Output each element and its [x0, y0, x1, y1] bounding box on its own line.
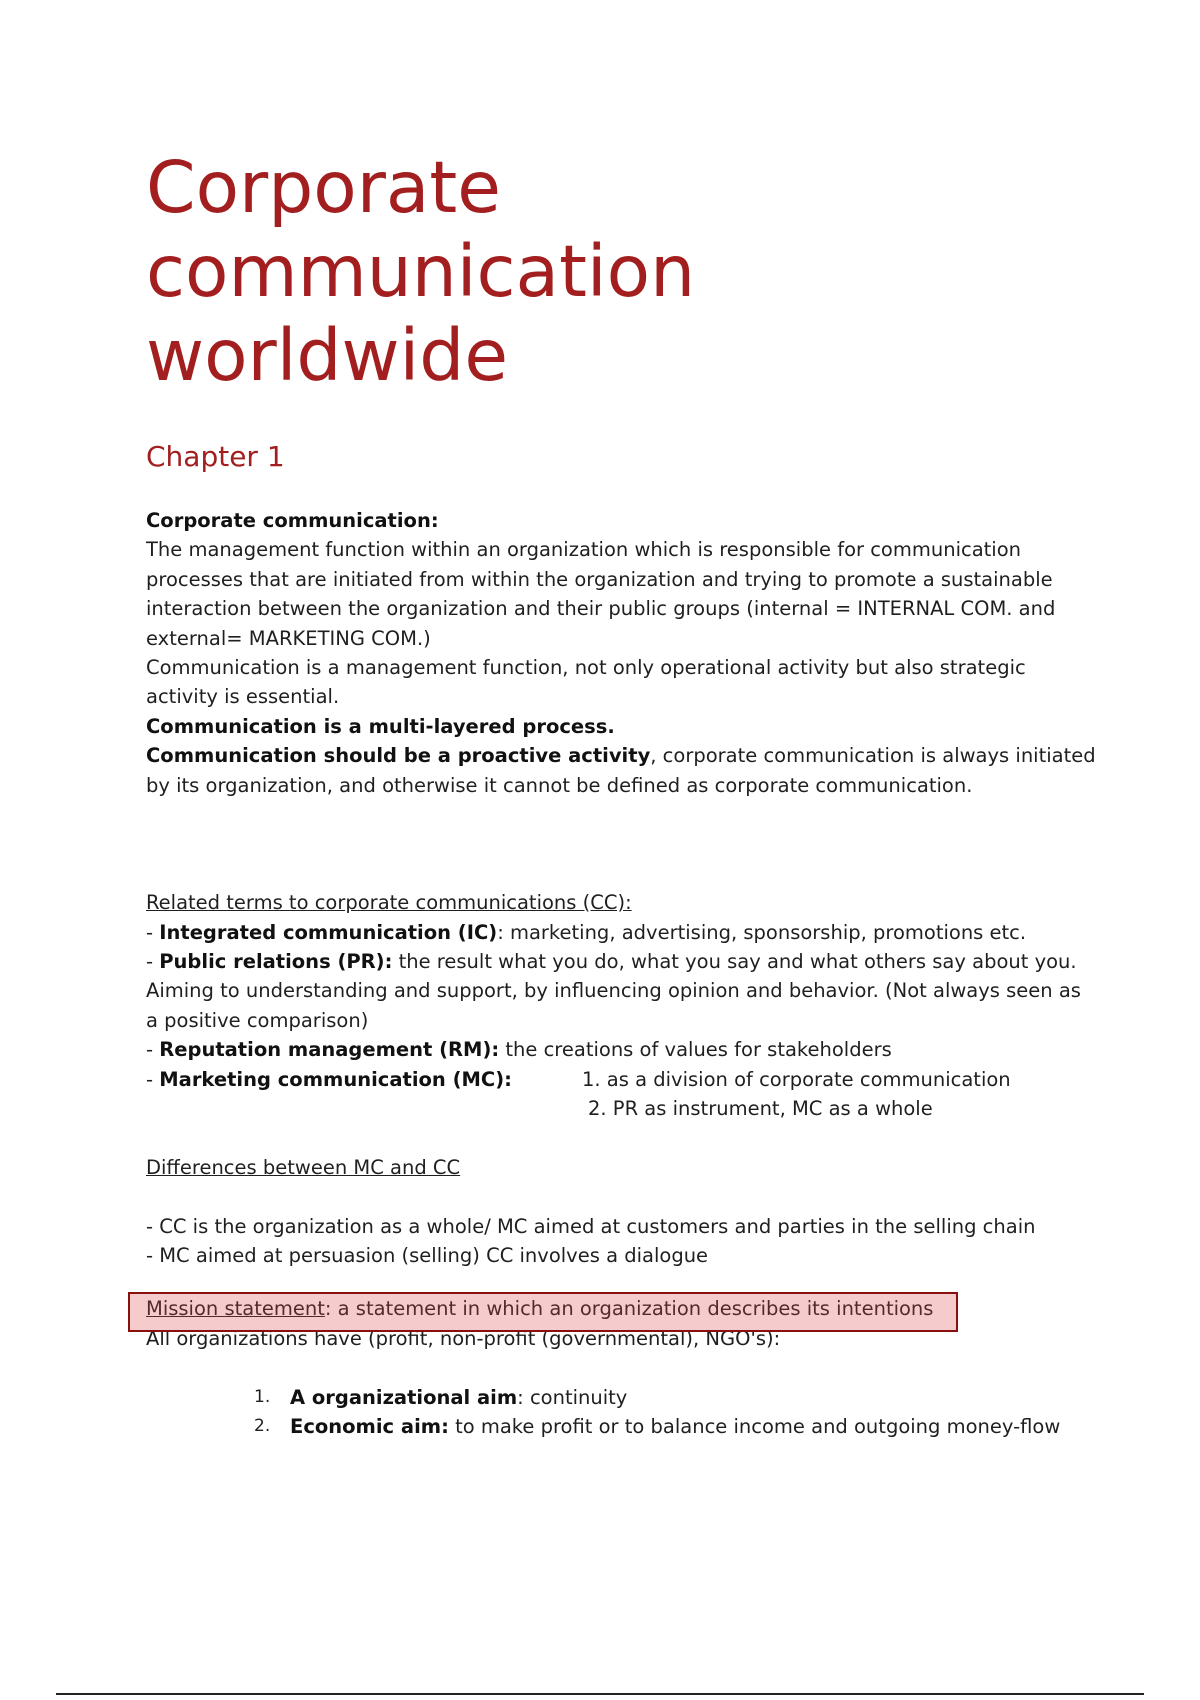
proactive-term: Communication should be a proactive activity — [146, 744, 651, 768]
spacer — [146, 800, 1096, 859]
proactive-rest: , corporate communication is always initiated by its organization, and otherwise it cannot be defined as corporate communication. — [146, 744, 1096, 797]
list-item: 2. Economic aim: to make profit or to balance income and outgoing money-flow — [254, 1415, 1061, 1439]
related-item-rm: - Reputation management (RM): the creations of values for stakeholders — [146, 1038, 892, 1062]
related-term: Public relations (PR): — [159, 950, 393, 974]
spacer — [146, 1182, 1096, 1211]
difference-item: - CC is the organization as a whole/ MC aimed at customers and parties in the selling chain — [146, 1214, 1036, 1238]
aims-list — [146, 1383, 1096, 1442]
mission-term: Mission statement — [146, 1297, 325, 1321]
multilayered-text: Communication is a multi-layered process. — [146, 714, 615, 738]
spacer — [146, 859, 1096, 888]
mc-points — [582, 1065, 1011, 1124]
management-text: Communication is a management function, not only operational activity but also strategic activity is essential. — [146, 656, 1026, 709]
definition-heading: Corporate communication: — [146, 509, 439, 532]
document-title: Corporate communication worldwide — [146, 146, 696, 397]
chapter-heading: Chapter 1 — [146, 440, 285, 473]
related-item-pr: - Public relations (PR): the result what you do, what you say and what others say about you. Aiming to understanding and support, by influencing opinion and behavior. (Not always seen as a positive comparison) — [146, 950, 1081, 1032]
spacer — [146, 1123, 1096, 1152]
related-term: Integrated communication (IC) — [159, 920, 498, 944]
footer-divider — [56, 1693, 1144, 1695]
mission-rest: : a statement in which an organization describes its intentions — [324, 1297, 934, 1321]
related-item-mc: - Marketing communication (MC): 1. as a division of corporate communication 2. PR as instrument, MC as a whole — [146, 1065, 1096, 1094]
mission-line2: All organizations have (profit, non-profit (governmental), NGO's): — [146, 1326, 781, 1350]
related-item-ic: - Integrated communication (IC): marketing, advertising, sponsorship, promotions etc. — [146, 920, 1027, 944]
mc-point: 1. as a division of corporate communication — [582, 1067, 1011, 1091]
differences-heading: Differences between MC and CC — [146, 1155, 461, 1179]
proactive-paragraph — [146, 741, 1096, 800]
difference-item: - MC aimed at persuasion (selling) CC involves a dialogue — [146, 1244, 709, 1268]
related-term: Reputation management (RM): — [159, 1038, 500, 1062]
list-item: 1. A organizational aim: continuity — [254, 1385, 628, 1409]
mission-highlight-box — [128, 1292, 958, 1332]
mc-point: 2. PR as instrument, MC as a whole — [588, 1097, 933, 1121]
related-term: Marketing communication (MC): — [159, 1067, 512, 1091]
spacer — [146, 1270, 1096, 1294]
related-heading: Related terms to corporate communications (CC): — [146, 891, 632, 915]
definition-text: The management function within an organization which is responsible for communication processes that are initiated from within the organization and trying to promote a sustainable interaction between the organization and their public groups (internal = INTERNAL COM. and external= MARKETING COM.) — [146, 538, 1056, 650]
